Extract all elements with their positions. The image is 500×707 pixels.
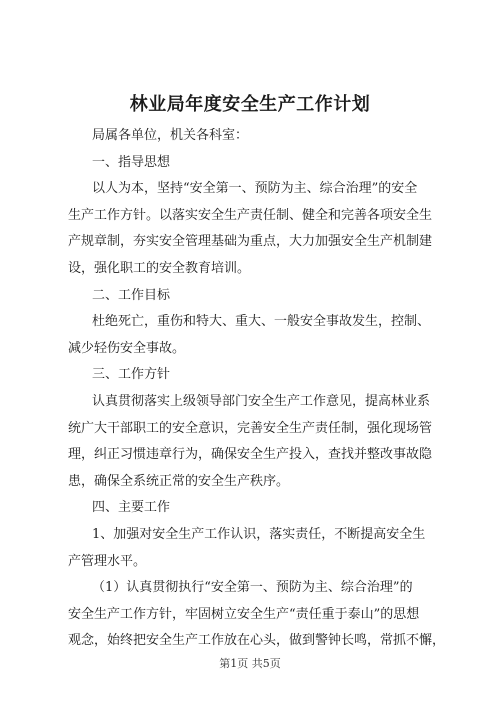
paragraph-line: 观念，始终把安全生产工作放在心头，做到警钟长鸣，常抓不懈， bbox=[68, 633, 446, 649]
document-title: 林业局年度安全生产工作计划 bbox=[129, 94, 371, 115]
paragraph-line: 患，确保全系统正常的安全生产秩序。 bbox=[68, 473, 290, 489]
salutation-line: 局属各单位，机关各科室： bbox=[92, 128, 249, 143]
section-heading: 一、指导思想 bbox=[92, 154, 171, 170]
paragraph-line: 设，强化职工的安全教育培训。 bbox=[68, 261, 251, 276]
paragraph-line: 以人为本，坚持“安全第一、预防为主、综合治理”的安全 bbox=[92, 181, 418, 197]
section-heading: 三、工作方针 bbox=[92, 367, 171, 383]
paragraph-line: 1、加强对安全生产工作认识，落实责任，不断提高安全生 bbox=[92, 527, 426, 542]
page-footer: 第1页 共5页 bbox=[219, 657, 281, 670]
section-heading: 四、主要工作 bbox=[92, 500, 171, 516]
paragraph-line: 杜绝死亡，重伤和特大、重大、一般安全事故发生，控制、 bbox=[92, 314, 431, 330]
section-heading: 二、工作目标 bbox=[92, 287, 171, 303]
paragraph-line: 减少轻伤安全事故。 bbox=[68, 340, 186, 356]
paragraph-line: 统广大干部职工的安全意识，完善安全生产责任制，强化现场管 bbox=[68, 420, 433, 436]
paragraph-line: （1）认真贯彻执行“安全第一、预防为主、综合治理”的 bbox=[92, 580, 413, 596]
paragraph-line: 认真贯彻落实上级领导部门安全生产工作意见，提高林业系 bbox=[92, 394, 431, 409]
paragraph-line: 产规章制，夯实安全管理基础为重点，大力加强安全生产机制建 bbox=[68, 234, 433, 250]
paragraph-line: 安全生产工作方针，牢固树立安全生产“责任重于泰山”的思想 bbox=[68, 606, 420, 622]
paragraph-line: 生产工作方针。以落实安全生产责任制、健全和完善各项安全生 bbox=[68, 207, 433, 223]
paragraph-line: 产管理水平。 bbox=[68, 553, 147, 569]
paragraph-line: 理，纠正习惯违章行为，确保安全生产投入，查找并整改事故隐 bbox=[68, 447, 433, 463]
